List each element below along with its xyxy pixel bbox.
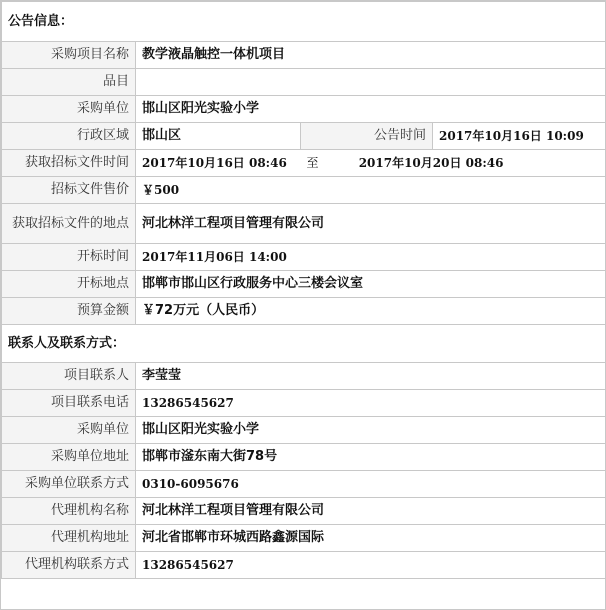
table-row [2, 96, 606, 123]
purchaser-address-label: 采购单位地址 [2, 444, 136, 471]
table-row [2, 42, 606, 69]
table-row [2, 244, 606, 271]
project-phone-value: 13286545627 [136, 390, 606, 417]
contact-purchaser-label: 采购单位 [2, 417, 136, 444]
table-row [2, 271, 606, 298]
purchaser-label: 采购单位 [2, 96, 136, 123]
table-row [2, 390, 606, 417]
agency-phone-value: 13286545627 [136, 552, 606, 579]
table-row [2, 363, 606, 390]
project-phone-label: 项目联系电话 [2, 390, 136, 417]
table-row [2, 444, 606, 471]
purchaser-address-value: 邯郸市滏东南大街78号 [136, 444, 606, 471]
contact-purchaser-value: 邯山区阳光实验小学 [136, 417, 606, 444]
announcement-table [1, 1, 606, 579]
agency-name-label: 代理机构名称 [2, 498, 136, 525]
get-doc-time-separator: 至 [306, 156, 319, 170]
project-name-label: 采购项目名称 [2, 42, 136, 69]
announce-time-label: 公告时间 [301, 123, 433, 150]
get-doc-time-range-end [301, 150, 606, 177]
section-title-announcement: 公告信息： [2, 2, 606, 42]
open-time-value: 2017年11月06日 14:00 [136, 244, 606, 271]
open-time-label: 开标时间 [2, 244, 136, 271]
announce-time-value: 2017年10月16日 10:09 [433, 123, 606, 150]
table-row [2, 150, 606, 177]
project-contact-value: 李莹莹 [136, 363, 606, 390]
table-row [2, 123, 606, 150]
table-row [2, 69, 606, 96]
doc-price-value: ￥500 [136, 177, 606, 204]
budget-value: ￥72万元（人民币） [136, 298, 606, 325]
get-doc-time-start: 2017年10月16日 08:46 [136, 150, 301, 177]
get-doc-time-label: 获取招标文件时间 [2, 150, 136, 177]
doc-price-label: 招标文件售价 [2, 177, 136, 204]
district-value: 邯山区 [136, 123, 301, 150]
table-row [2, 471, 606, 498]
budget-label: 预算金额 [2, 298, 136, 325]
purchaser-phone-value: 0310-6095676 [136, 471, 606, 498]
table-row [2, 298, 606, 325]
table-row [2, 498, 606, 525]
get-doc-place-value: 河北林洋工程项目管理有限公司 [136, 204, 606, 244]
get-doc-place-label: 获取招标文件的地点 [2, 204, 136, 244]
open-place-value: 邯郸市邯山区行政服务中心三楼会议室 [136, 271, 606, 298]
purchaser-phone-label: 采购单位联系方式 [2, 471, 136, 498]
item-label: 品目 [2, 69, 136, 96]
section-header-row [2, 325, 606, 363]
agency-address-label: 代理机构地址 [2, 525, 136, 552]
item-value [136, 69, 606, 96]
project-name-value: 教学液晶触控一体机项目 [136, 42, 606, 69]
table-row [2, 177, 606, 204]
open-place-label: 开标地点 [2, 271, 136, 298]
project-contact-label: 项目联系人 [2, 363, 136, 390]
table-row [2, 552, 606, 579]
section-title-contacts: 联系人及联系方式： [2, 325, 606, 363]
section-header-row [2, 2, 606, 42]
agency-name-value: 河北林洋工程项目管理有限公司 [136, 498, 606, 525]
table-row [2, 204, 606, 244]
table-row [2, 525, 606, 552]
agency-address-value: 河北省邯郸市环城西路鑫源国际 [136, 525, 606, 552]
purchaser-value: 邯山区阳光实验小学 [136, 96, 606, 123]
agency-phone-label: 代理机构联系方式 [2, 552, 136, 579]
district-label: 行政区域 [2, 123, 136, 150]
table-row [2, 417, 606, 444]
get-doc-time-end: 2017年10月20日 08:46 [358, 156, 504, 170]
